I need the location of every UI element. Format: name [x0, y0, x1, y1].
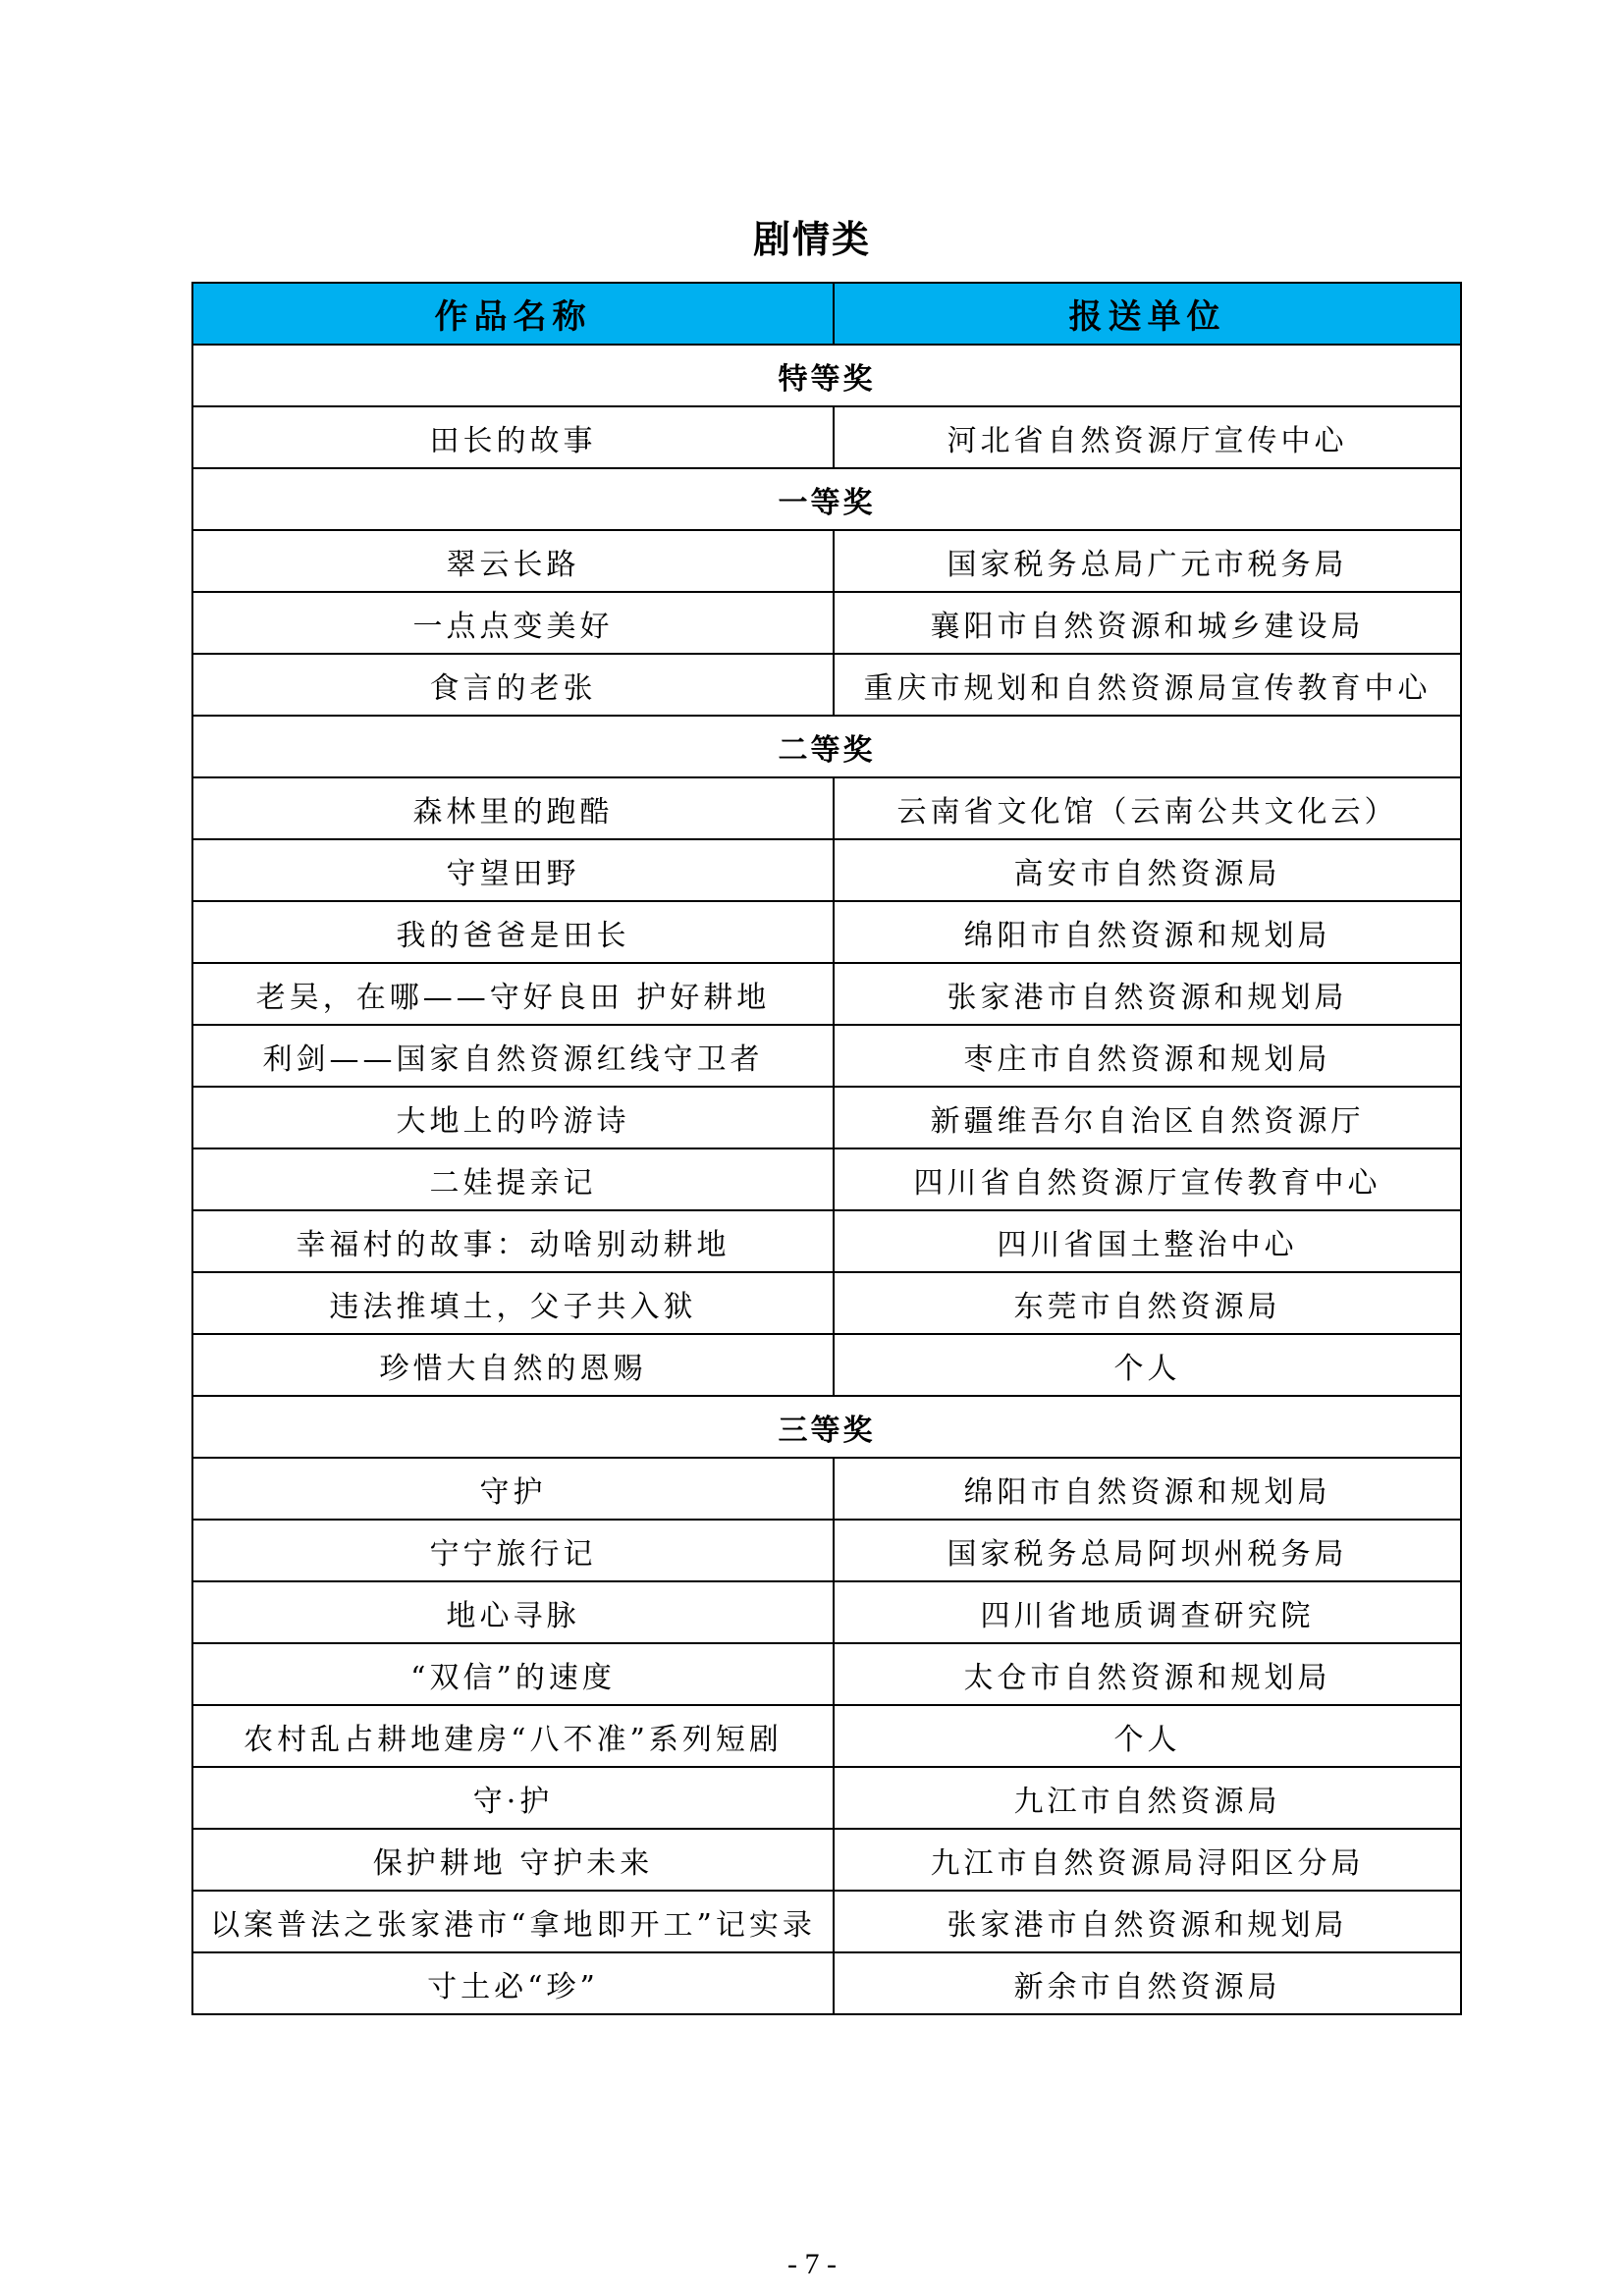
table-row — [192, 1891, 1461, 1952]
table-row — [192, 839, 1461, 901]
submitting-unit-cell: 新余市自然资源局 — [834, 1952, 1461, 2014]
header-submitting-unit: 报送单位 — [834, 283, 1461, 345]
award-level-label: 特等奖 — [192, 345, 1461, 406]
award-level-label: 二等奖 — [192, 716, 1461, 777]
work-name-cell: 违法推填土，父子共入狱 — [192, 1272, 834, 1334]
page-number: - 7 - — [787, 2248, 837, 2280]
award-level-row — [192, 1396, 1461, 1458]
submitting-unit-cell: 绵阳市自然资源和规划局 — [834, 1458, 1461, 1520]
table-row — [192, 1520, 1461, 1581]
submitting-unit-cell: 个人 — [834, 1705, 1461, 1767]
table-row — [192, 1952, 1461, 2014]
table-row — [192, 1025, 1461, 1087]
table-row — [192, 654, 1461, 716]
table-header-row — [192, 283, 1461, 345]
submitting-unit-cell: 四川省自然资源厅宣传教育中心 — [834, 1148, 1461, 1210]
table-row — [192, 901, 1461, 963]
work-name-cell: 田长的故事 — [192, 406, 834, 468]
award-level-row — [192, 468, 1461, 530]
submitting-unit-cell: 九江市自然资源局浔阳区分局 — [834, 1829, 1461, 1891]
submitting-unit-cell: 河北省自然资源厅宣传中心 — [834, 406, 1461, 468]
work-name-cell: 食言的老张 — [192, 654, 834, 716]
table-row — [192, 1767, 1461, 1829]
table-row — [192, 1705, 1461, 1767]
work-name-cell: 翠云长路 — [192, 530, 834, 592]
work-name-cell: 幸福村的故事：动啥别动耕地 — [192, 1210, 834, 1272]
table-row — [192, 592, 1461, 654]
submitting-unit-cell: 四川省地质调查研究院 — [834, 1581, 1461, 1643]
submitting-unit-cell: 个人 — [834, 1334, 1461, 1396]
work-name-cell: 森林里的跑酷 — [192, 777, 834, 839]
work-name-cell: 我的爸爸是田长 — [192, 901, 834, 963]
submitting-unit-cell: 东莞市自然资源局 — [834, 1272, 1461, 1334]
award-level-label: 一等奖 — [192, 468, 1461, 530]
table-body — [192, 345, 1461, 2014]
submitting-unit-cell: 张家港市自然资源和规划局 — [834, 1891, 1461, 1952]
table-row — [192, 1210, 1461, 1272]
work-name-cell: 利剑——国家自然资源红线守卫者 — [192, 1025, 834, 1087]
table-row — [192, 406, 1461, 468]
table-row — [192, 1334, 1461, 1396]
table-row — [192, 1643, 1461, 1705]
work-name-cell: 守·护 — [192, 1767, 834, 1829]
submitting-unit-cell: 绵阳市自然资源和规划局 — [834, 901, 1461, 963]
work-name-cell: “双信”的速度 — [192, 1643, 834, 1705]
submitting-unit-cell: 襄阳市自然资源和城乡建设局 — [834, 592, 1461, 654]
work-name-cell: 守望田野 — [192, 839, 834, 901]
table-row — [192, 1087, 1461, 1148]
work-name-cell: 保护耕地 守护未来 — [192, 1829, 834, 1891]
work-name-cell: 珍惜大自然的恩赐 — [192, 1334, 834, 1396]
submitting-unit-cell: 重庆市规划和自然资源局宣传教育中心 — [834, 654, 1461, 716]
award-level-row — [192, 716, 1461, 777]
submitting-unit-cell: 云南省文化馆（云南公共文化云） — [834, 777, 1461, 839]
submitting-unit-cell: 国家税务总局阿坝州税务局 — [834, 1520, 1461, 1581]
page-title: 剧情类 — [752, 218, 871, 261]
work-name-cell: 大地上的吟游诗 — [192, 1087, 834, 1148]
award-table — [191, 282, 1462, 2015]
award-level-row — [192, 345, 1461, 406]
work-name-cell: 守护 — [192, 1458, 834, 1520]
award-level-label: 三等奖 — [192, 1396, 1461, 1458]
work-name-cell: 地心寻脉 — [192, 1581, 834, 1643]
table-row — [192, 963, 1461, 1025]
submitting-unit-cell: 新疆维吾尔自治区自然资源厅 — [834, 1087, 1461, 1148]
work-name-cell: 二娃提亲记 — [192, 1148, 834, 1210]
submitting-unit-cell: 高安市自然资源局 — [834, 839, 1461, 901]
submitting-unit-cell: 太仓市自然资源和规划局 — [834, 1643, 1461, 1705]
work-name-cell: 一点点变美好 — [192, 592, 834, 654]
work-name-cell: 老吴，在哪——守好良田 护好耕地 — [192, 963, 834, 1025]
table-row — [192, 1458, 1461, 1520]
table-row — [192, 530, 1461, 592]
submitting-unit-cell: 九江市自然资源局 — [834, 1767, 1461, 1829]
header-work-name: 作品名称 — [192, 283, 834, 345]
table-row — [192, 1581, 1461, 1643]
submitting-unit-cell: 张家港市自然资源和规划局 — [834, 963, 1461, 1025]
submitting-unit-cell: 枣庄市自然资源和规划局 — [834, 1025, 1461, 1087]
work-name-cell: 宁宁旅行记 — [192, 1520, 834, 1581]
table-row — [192, 1829, 1461, 1891]
work-name-cell: 农村乱占耕地建房“八不准”系列短剧 — [192, 1705, 834, 1767]
submitting-unit-cell: 四川省国土整治中心 — [834, 1210, 1461, 1272]
work-name-cell: 寸土必“珍” — [192, 1952, 834, 2014]
submitting-unit-cell: 国家税务总局广元市税务局 — [834, 530, 1461, 592]
table-row — [192, 777, 1461, 839]
table-row — [192, 1272, 1461, 1334]
table-row — [192, 1148, 1461, 1210]
work-name-cell: 以案普法之张家港市“拿地即开工”记实录 — [192, 1891, 834, 1952]
